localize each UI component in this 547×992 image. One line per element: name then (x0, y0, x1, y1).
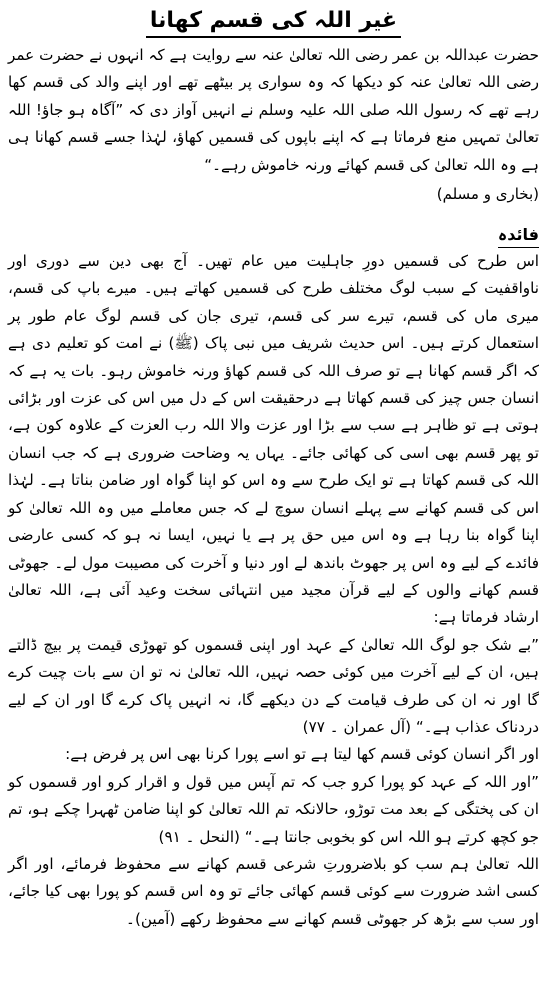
faida-heading-container (8, 223, 539, 248)
faida-paragraph-2: اور اگر انسان کوئی قسم کھا لیتا ہے تو اسے پورا کرنا بھی اس پر فرض ہے: (65, 745, 539, 764)
faida-paragraph-1: اس طرح کی قسمیں دورِ جاہلیت میں عام تھیں۔ آج بھی دین سے دوری اور ناواقفیت کے سبب لوگ مختلف طرح کی قسمیں کھاتے ہیں۔ میرے باپ کی قسم، میری ماں کی قسم، تیرے سر کی قسم، تیری جان کی قسم لوگ عام طور پر استعمال کرتے ہیں۔ اس حدیث شریف میں نبی پاک (ﷺ) نے امت کو تعلیم دی ہے کہ اگر قسم کھانا ہے تو صرف اللہ کی قسم کھاؤ ورنہ خاموش رہو۔ بات یہ ہے کہ انسان جس چیز کی قسم کھاتا ہے درحقیقت اس کے دل میں اس کی عزت اور بڑائی ہوتی ہے تو ظاہر ہے سب سے بڑا اور عزت والا اللہ رب العزت کے علاوہ کون ہے، تو پھر قسم بھی اسی کی کھائی جائے۔ یہاں یہ وضاحت ضروری ہے کہ جب انسان اللہ کی قسم کھاتا ہے تو ایک طرح سے وہ اس کو اپنا گواہ اور ضامن بناتا ہے۔ لہٰذا اس کی قسم کھانے سے پہلے انسان سوچ لے کہ جس معاملے میں وہ اللہ تعالیٰ کو اپنا گواہ بنا رہا ہے وہ اس میں حق پر ہے یا نہیں، ایسا نہ ہو کہ کسی عارضی فائدے کے لیے وہ اس پر جھوٹ باندھ لے اور دنیا و آخرت کی مصیبت مول لے۔ جھوٹی قسم کھانے والوں کے لیے قرآن مجید میں انتہائی سخت وعید آئی ہے، اللہ تعالیٰ ارشاد فرماتا ہے: (8, 252, 539, 627)
faida-body (8, 248, 539, 933)
faida-heading: فائدہ (498, 223, 539, 248)
hadith-block (8, 42, 539, 209)
document-page (8, 6, 539, 933)
title-container (8, 6, 539, 38)
faida-closing-dua: اللہ تعالیٰ ہم سب کو بلاضرورتِ شرعی قسم کھانے سے محفوظ فرمائے، اور اگر کسی اشد ضرورت سے کوئی قسم کھائی جائے تو وہ اس قسم کو پورا بھی کیا جائے، اور سب سے بڑھ کر جھوٹی قسم کھانے سے محفوظ رکھے (آمین)۔ (8, 854, 539, 928)
faida-quote-1: ”بے شک جو لوگ اللہ تعالیٰ کے عہد اور اپنی قسموں کو تھوڑی قیمت پر بیچ ڈالتے ہیں، ان کے لیے آخرت میں کوئی حصہ نہیں، اللہ تعالیٰ نہ تو ان سے بات چیت کرے گا اور نہ ان کی طرف قیامت کے دن دیکھے گا، نہ انہیں پاک کرے گا اور ان کے لیے دردناک عذاب ہے۔“ (آل عمران ۔ ۷۷) (8, 635, 539, 736)
faida-quote-2: ”اور اللہ کے عہد کو پورا کرو جب کہ تم آپس میں قول و اقرار کرو اور قسموں کو ان کی پختگی کے بعد مت توڑو، حالانکہ تم اللہ تعالیٰ کو اپنا ضامن ٹھہرا چکے ہو، تم جو کچھ کرتے ہو اللہ اس کو بخوبی جانتا ہے۔“ (النحل ۔ ۹۱) (8, 772, 539, 846)
hadith-reference: (بخاری و مسلم) (436, 185, 539, 204)
page-title: غیر اللہ کی قسم کھانا (146, 6, 401, 38)
hadith-text: حضرت عبداللہ بن عمر رضی اللہ تعالیٰ عنہ سے روایت ہے کہ انہوں نے حضرت عمر رضی اللہ تعالیٰ عنہ کو دیکھا کہ وہ سواری پر بیٹھے تھے اور اپنے والد کی قسم کھا رہے تھے کہ رسول اللہ صلی اللہ علیہ وسلم نے انہیں آواز دی کہ ”آگاہ ہو جاؤ! اللہ تعالیٰ تمہیں منع فرماتا ہے کہ اپنے باپوں کی قسمیں کھاؤ، لہٰذا جسے قسم کھانا ہی ہے وہ اللہ تعالیٰ کی قسم کھائے ورنہ خاموش رہے۔“ (8, 46, 539, 174)
